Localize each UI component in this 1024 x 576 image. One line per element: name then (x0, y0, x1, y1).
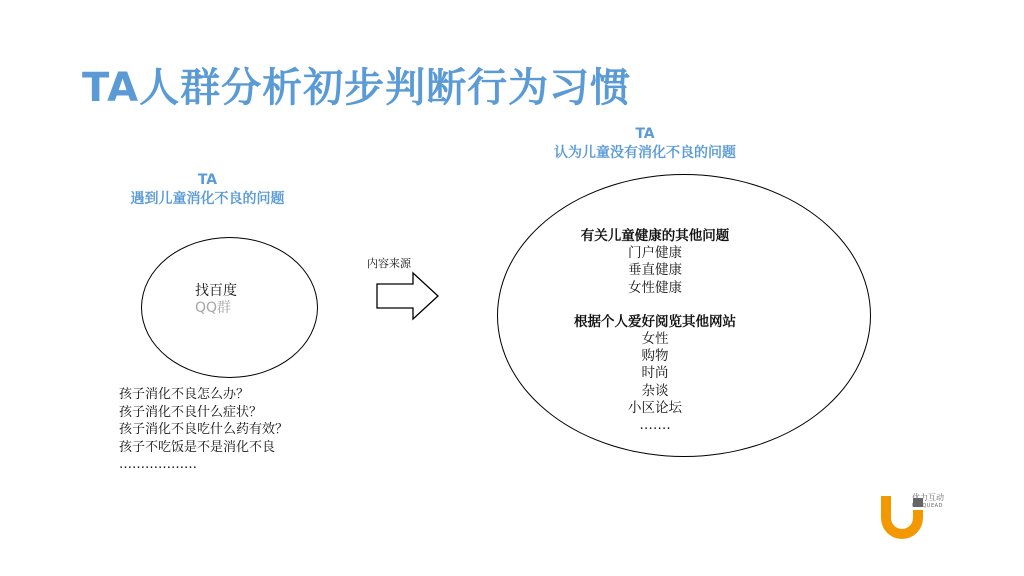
list-item: 门户健康 (628, 245, 682, 262)
logo-text (912, 494, 944, 510)
list-item: 购物 (641, 348, 669, 365)
left-ellipse-content (195, 283, 237, 317)
right-label-line2: 认为儿童没有消化不良的问题 (554, 145, 736, 161)
list-item: 女性健康 (628, 279, 682, 296)
left-group-label (100, 171, 315, 209)
left-label-line1: TA (197, 172, 218, 188)
logo-text-en: UNIQUEAD (912, 503, 943, 509)
question-item: 孩子消化不良吃什么药有效？ (119, 422, 289, 437)
question-list (119, 386, 288, 474)
logo-text-cn: 优力互动 (912, 493, 944, 502)
right-group-label (520, 125, 770, 163)
list-ellipsis: ……. (639, 417, 671, 434)
question-item: 孩子不吃饭是不是消化不良 (119, 439, 276, 455)
right-arrow-icon (375, 270, 441, 322)
left-label-line2: 遇到儿童消化不良的问题 (130, 191, 285, 207)
question-item: 孩子消化不良怎么办？ (119, 387, 250, 402)
arrow-label: 内容来源 (367, 257, 411, 270)
list-item: 垂直健康 (628, 262, 682, 279)
slide-title: TA人群分析初步判断行为习惯 (82, 65, 632, 111)
section-heading-other-sites: 根据个人爱好阅览其他网站 (574, 313, 736, 330)
list-item: 时尚 (641, 365, 669, 382)
list-item: 杂谈 (641, 382, 669, 399)
list-item: 女性 (641, 331, 669, 348)
question-ellipsis: ……………… (119, 457, 197, 472)
section-heading-child-health: 有关儿童健康的其他问题 (580, 228, 730, 244)
question-item: 孩子消化不良什么症状？ (119, 404, 263, 420)
list-item: 小区论坛 (628, 399, 682, 416)
qq-group-text: QQ群 (195, 300, 232, 316)
right-label-line1: TA (635, 126, 655, 142)
search-baidu-text: 找百度 (195, 283, 237, 299)
right-ellipse-content (540, 228, 770, 434)
